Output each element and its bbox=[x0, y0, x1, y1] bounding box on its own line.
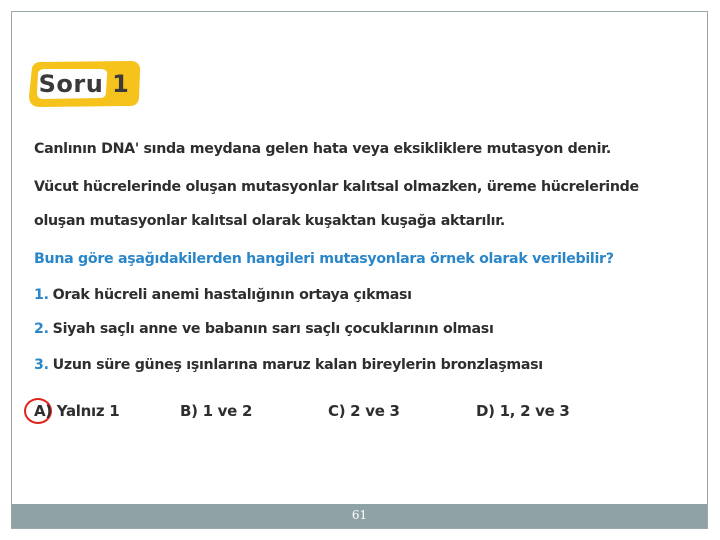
list-item-number: 1. bbox=[34, 287, 49, 303]
list-item-text: Siyah saçlı anne ve babanın sarı saçlı çocuklarının olması bbox=[52, 321, 494, 337]
option-b[interactable]: B) 1 ve 2 bbox=[180, 402, 253, 420]
question-line-1: Canlının DNA' sında meydana gelen hata veya eksikliklere mutasyon denir. bbox=[34, 141, 611, 157]
option-a[interactable]: A) Yalnız 1 bbox=[34, 402, 120, 420]
list-item-1 bbox=[34, 287, 412, 303]
badge-label: Soru 1 bbox=[38, 70, 130, 98]
list-item-3 bbox=[34, 357, 543, 373]
question-badge bbox=[24, 58, 144, 110]
page-number: 61 bbox=[351, 508, 368, 522]
list-item-number: 2. bbox=[34, 321, 49, 337]
option-c[interactable]: C) 2 ve 3 bbox=[328, 402, 400, 420]
footer-bar bbox=[12, 504, 707, 528]
question-prompt: Buna göre aşağıdakilerden hangileri mutasyonlara örnek olarak verilebilir? bbox=[34, 251, 614, 267]
list-item-2 bbox=[34, 321, 494, 337]
list-item-text: Orak hücreli anemi hastalığının ortaya çıkması bbox=[52, 287, 412, 303]
list-item-text: Uzun süre güneş ışınlarına maruz kalan bireylerin bronzlaşması bbox=[52, 357, 543, 373]
question-line-2: Vücut hücrelerinde oluşan mutasyonlar kalıtsal olmazken, üreme hücrelerinde bbox=[34, 179, 639, 195]
question-line-3: oluşan mutasyonlar kalıtsal olarak kuşaktan kuşağa aktarılır. bbox=[34, 213, 506, 229]
option-d[interactable]: D) 1, 2 ve 3 bbox=[476, 402, 570, 420]
list-item-number: 3. bbox=[34, 357, 49, 373]
